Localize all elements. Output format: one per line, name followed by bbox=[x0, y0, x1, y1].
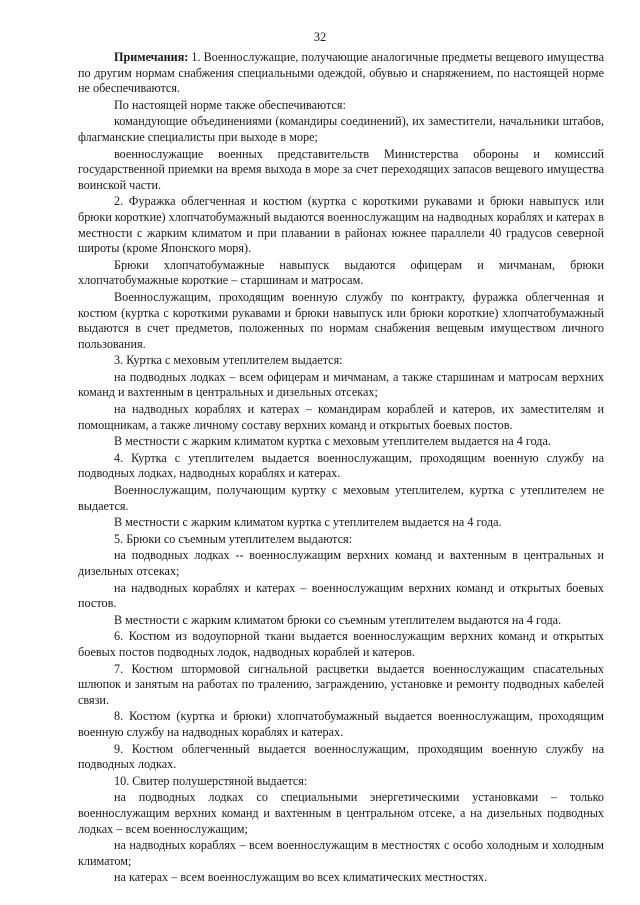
paragraph: военнослужащие военных представительств Министерства обороны и комиссий государственной приемки на время выхода в море за счет переходящих запасов вещевого имущества воинской части. bbox=[78, 146, 604, 192]
paragraph: на надводных кораблях и катерах – военнослужащим верхних команд и открытых боевых постов. bbox=[78, 580, 604, 611]
notes-paragraph bbox=[78, 50, 604, 97]
paragraph: на подводных лодках -- военнослужащим верхних команд и вахтенным в центральных и дизельных отсеках; bbox=[78, 548, 604, 578]
paragraph: 3. Куртка с меховым утеплителем выдается: bbox=[114, 353, 343, 368]
document-body bbox=[78, 50, 604, 887]
paragraph: По настоящей норме также обеспечиваются: bbox=[114, 97, 346, 112]
page-number: 32 bbox=[313, 30, 327, 44]
paragraph: 5. Брюки со съемным утеплителем выдаются: bbox=[114, 531, 353, 546]
paragraph: на подводных лодках – всем офицерам и мичманам, а также старшинам и матросам верхних команд и вахтенным в центральных и дизельных отсеках; bbox=[78, 369, 604, 400]
paragraph: на катерах – всем военнослужащим во всех климатических местностях. bbox=[114, 870, 488, 885]
paragraph: В местности с жарким климатом куртка с меховым утеплителем выдается на 4 года. bbox=[114, 434, 551, 449]
paragraph: 2. Фуражка облегченная и костюм (куртка с короткими рукавами и брюки навыпуск или брюки короткие) хлопчатобумажный выдаются военнослужащим на надводных кораблях и катерах в местности с жарким климатом и при плавании в районах южнее параллели 40 градусов северной широты (кроме Японского моря). bbox=[78, 194, 604, 256]
paragraph: Военнослужащим, получающим куртку с меховым утеплителем, куртка с утеплителем не выдается. bbox=[78, 483, 604, 513]
paragraph: на надводных кораблях и катерах – командирам кораблей и катеров, их заместителям и помощникам, а также личному составу верхних команд и открытых боевых постов. bbox=[78, 402, 604, 432]
paragraph: 9. Костюм облегченный выдается военнослужащим, проходящим военную службу на подводных лодках. bbox=[78, 741, 604, 772]
paragraph: Военнослужащим, проходящим военную службу по контракту, фуражка облегченная и костюм (куртка с короткими рукавами и брюки навыпуск или брюки короткие) хлопчатобумажный выдаются в счет предметов, положенных по нормам снабжения вещевым имуществом личного пользования. bbox=[78, 289, 604, 351]
paragraph-text: 1. Военнослужащие, получающие аналогичные предметы вещевого имущества по другим нормам снабжения специальными одеждой, обувью и снаряжением, по настоящей норме не обеспечиваются. bbox=[78, 50, 604, 96]
paragraph: Брюки хлопчатобумажные навыпуск выдаются офицерам и мичманам, брюки хлопчатобумажные короткие – старшинам и матросам. bbox=[78, 257, 604, 288]
paragraph: 10. Свитер полушерстяной выдается: bbox=[114, 773, 308, 788]
paragraph: В местности с жарким климатом куртка с утеплителем выдается на 4 года. bbox=[114, 515, 502, 530]
paragraph: В местности с жарким климатом брюки со съемным утеплителем выдаются на 4 года. bbox=[114, 612, 562, 627]
paragraph: 7. Костюм штормовой сигнальной расцветки выдается военнослужащим спасательных шлюпок и занятым на работах по тралению, заграждению, установке и ремонту подводных кабелей связи. bbox=[78, 661, 604, 707]
paragraph: на надводных кораблях – всем военнослужащим в местностях с особо холодным и холодным климатом; bbox=[78, 838, 604, 868]
paragraph: на подводных лодках со специальными энергетическими установками – только военнослужащим верхних команд и вахтенным в центральном отсеке, а на дизельных подводных лодках – всем военнослужащим; bbox=[78, 790, 604, 836]
paragraph: 8. Костюм (куртка и брюки) хлопчатобумажный выдается военнослужащим, проходящим военную службу на надводных кораблях и катерах. bbox=[78, 709, 604, 739]
paragraph: командующие объединениями (командиры соединений), их заместители, начальники штабов, флагманские специалисты при выходе в море; bbox=[78, 114, 604, 144]
paragraph: 6. Костюм из водоупорной ткани выдается военнослужащим верхних команд и открытых боевых постов подводных лодок, надводных кораблей и катеров. bbox=[78, 629, 604, 659]
paragraph: 4. Куртка с утеплителем выдается военнослужащим, проходящим военную службу на подводных лодках, надводных кораблях и катерах. bbox=[78, 450, 604, 481]
notes-label: Примечания: bbox=[114, 50, 189, 64]
